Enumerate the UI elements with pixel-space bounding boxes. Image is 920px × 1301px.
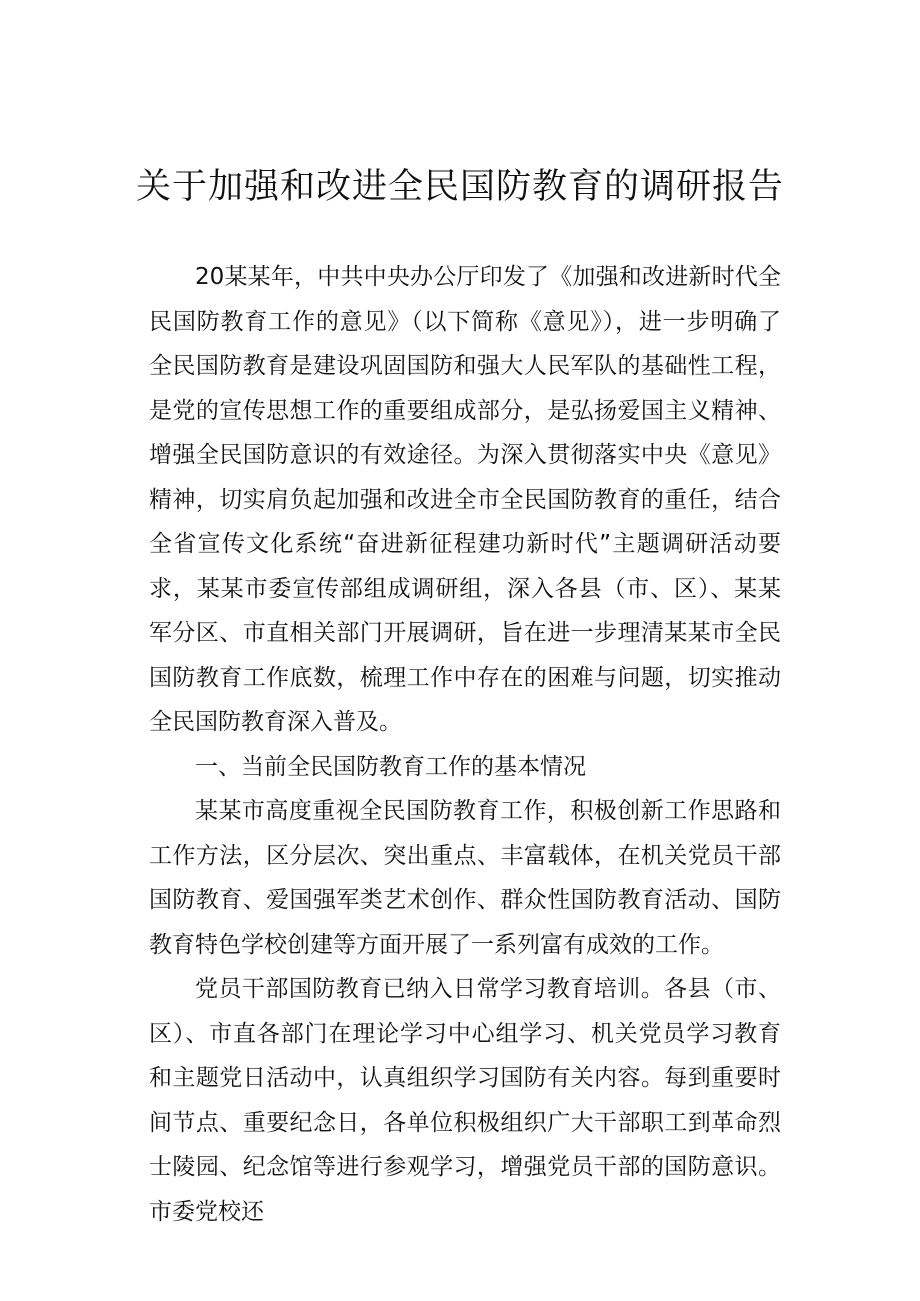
document-title: 关于加强和改进全民国防教育的调研报告 <box>135 167 784 207</box>
section-heading-basic-situation: 一、当前全民国防教育工作的基本情况 <box>195 753 586 780</box>
paragraph-overview: 某某市高度重视全民国防教育工作，积极创新工作思路和工作方法，区分层次、突出重点、丰富载体，在机关党员干部国防教育、爱国强军类艺术创作、群众性国防教育活动、国防教育特色学校创建等方面开展了一系列富有成效的工作。 <box>149 798 781 958</box>
paragraph-intro: 20某某年，中共中央办公厅印发了《加强和改进新时代全民国防教育工作的意见》（以下简称《意见》），进一步明确了全民国防教育是建设巩固国防和强大人民军队的基础性工程，是党的宣传思想工作的重要组成部分，是弘扬爱国主义精神、增强全民国防意识的有效途径。为深入贯彻落实中央《意见》精神，切实肩负起加强和改进全市全民国防教育的重任，结合全省宣传文化系统“奋进新征程建功新时代”主题调研活动要求，某某市委宣传部组成调研组，深入各县（市、区）、某某军分区、市直相关部门开展调研，旨在进一步理清某某市全民国防教育工作底数，梳理工作中存在的困难与问题，切实推动全民国防教育深入普及。 <box>149 264 781 735</box>
paragraph-party-cadre-education: 党员干部国防教育已纳入日常学习教育培训。各县（市、区）、市直各部门在理论学习中心组学习、机关党员学习教育和主题党日活动中，认真组织学习国防有关内容。每到重要时间节点、重要纪念日，各单位积极组织广大干部职工到革命烈士陵园、纪念馆等进行参观学习，增强党员干部的国防意识。市委党校还 <box>149 976 781 1225</box>
document-body <box>149 255 781 1234</box>
